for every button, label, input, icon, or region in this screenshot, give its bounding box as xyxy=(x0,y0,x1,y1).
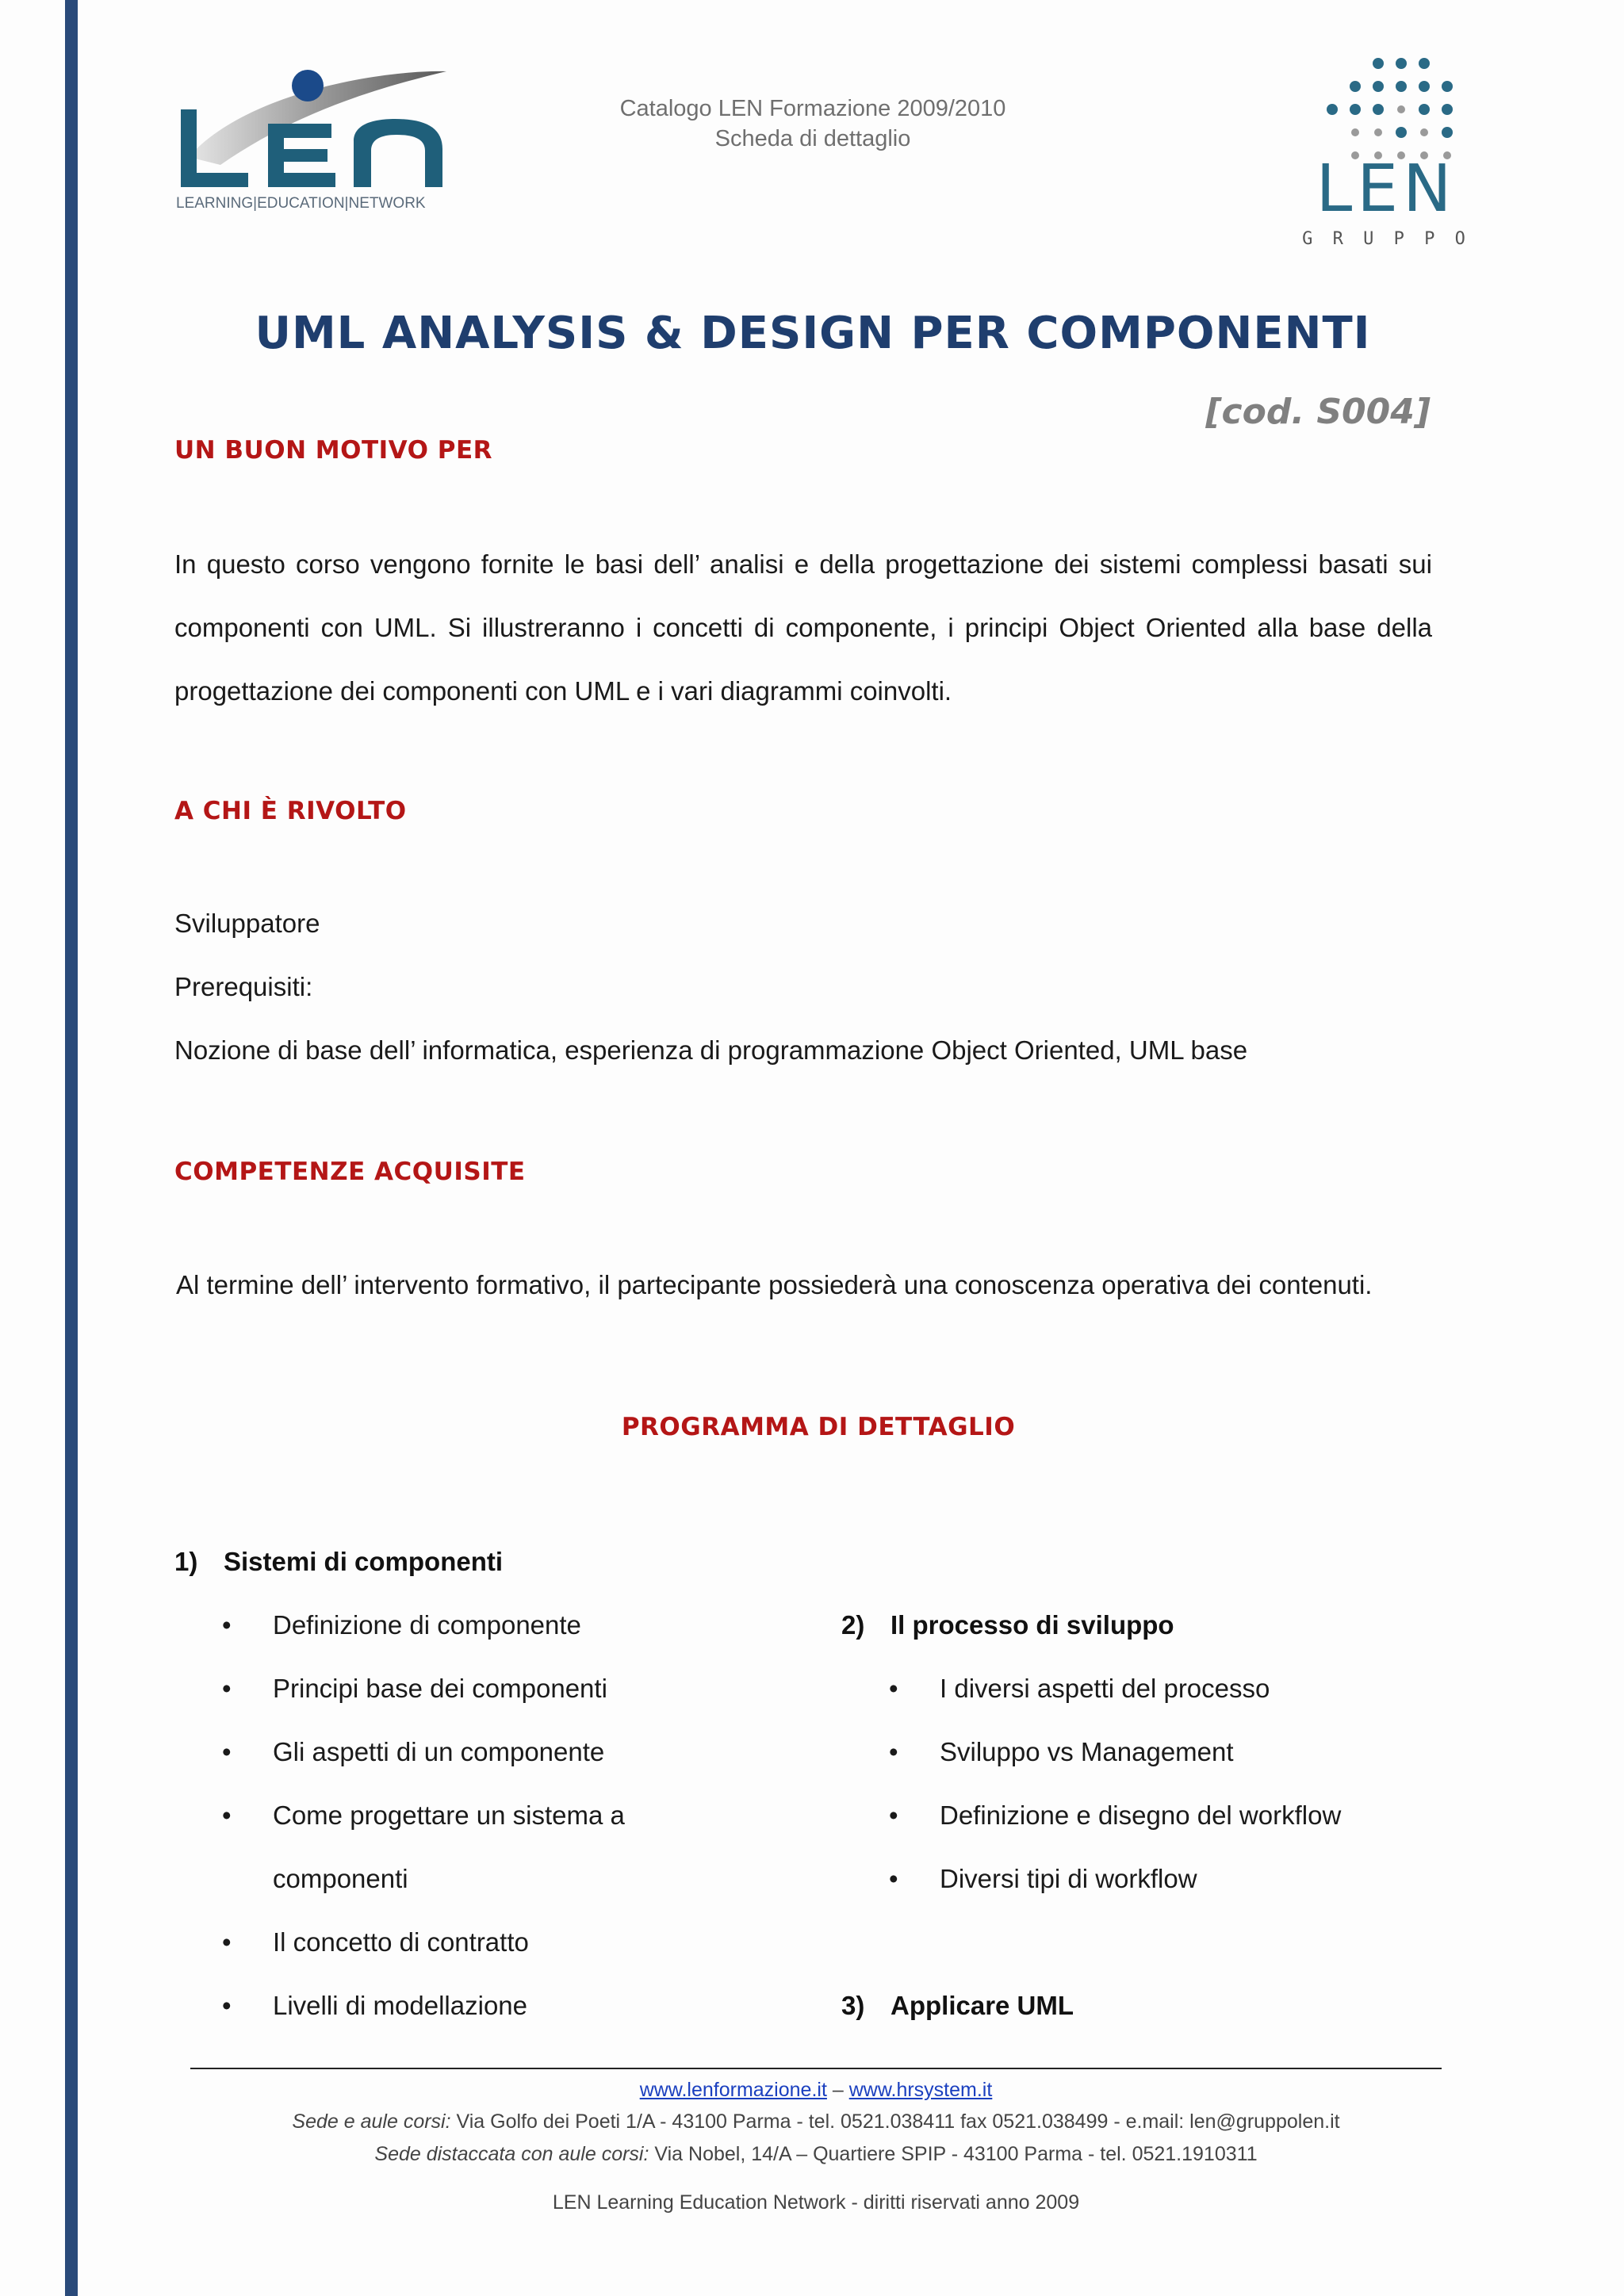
bullet-icon: • xyxy=(222,1610,232,1640)
bullet-icon: • xyxy=(222,1737,232,1766)
heading-programma: PROGRAMMA DI DETTAGLIO xyxy=(621,1413,1016,1441)
footer-copyright: LEN Learning Education Network - diritti riservati anno 2009 xyxy=(552,2191,1080,2214)
footer-link-separator: – xyxy=(832,2079,844,2101)
logo-dot xyxy=(1419,81,1430,92)
logo-dot xyxy=(1374,128,1382,136)
logo-dot xyxy=(1327,104,1338,115)
program-list-item: • Diversi tipi di workflow xyxy=(889,1864,1197,1893)
logo-dot xyxy=(1373,104,1384,115)
section-number: 2) xyxy=(841,1610,865,1640)
footer-sede-text: Via Golfo dei Poeti 1/A - 43100 Parma - tel. 0521.038411 fax 0521.038499 - e.mail: len@gruppolen.it xyxy=(450,2110,1340,2133)
logo-dot xyxy=(1396,58,1407,69)
footer-sede xyxy=(190,2110,1442,2133)
section-number: 3) xyxy=(841,1991,865,2020)
motivo-paragraph: In questo corso vengono fornite le basi dell’ analisi e della progettazione dei sistemi complessi basati sui componenti con UML. Si illustreranno i concetti di componente, i principi Object Oriented alla base della progettazione dei componenti con UML e i vari diagrammi coinvolti. xyxy=(174,549,1432,706)
footer-divider xyxy=(190,2068,1442,2069)
competenze-text: Al termine dell’ intervento formativo, il partecipante possiederà una conoscenza operativa dei contenuti. xyxy=(176,1270,1373,1299)
catalog-caption xyxy=(555,94,1071,154)
bullet-icon: • xyxy=(222,1991,232,2020)
len-gruppo-logo xyxy=(1294,52,1478,258)
logo-dot xyxy=(1350,81,1361,92)
logo-dot xyxy=(1397,105,1405,113)
course-code: [cod. S004] xyxy=(1205,392,1431,432)
footer-distaccata-text: Via Nobel, 14/A – Quartiere SPIP - 43100 Parma - tel. 0521.1910311 xyxy=(649,2143,1258,2165)
catalog-line-2: Scheda di dettaglio xyxy=(714,126,911,151)
program-list-item: • Livelli di modellazione xyxy=(222,1991,528,2020)
logo-dot xyxy=(1350,104,1361,115)
footer-link-hrsystem[interactable]: www.hrsystem.it xyxy=(848,2079,993,2101)
footer-links xyxy=(190,2079,1442,2102)
logo-dot xyxy=(1373,58,1384,69)
len-logo-text: LEARNING|EDUCATION|NETWORK xyxy=(176,195,426,212)
program-list-item: • Principi base dei componenti xyxy=(222,1674,607,1703)
program-list-item: • Gli aspetti di un componente xyxy=(222,1737,605,1766)
course-title: UML ANALYSIS & DESIGN PER COMPONENTI xyxy=(255,308,1371,359)
logo-dot xyxy=(1351,128,1359,136)
catalog-line-1: Catalogo LEN Formazione 2009/2010 xyxy=(619,96,1006,121)
footer-distaccata xyxy=(190,2143,1442,2166)
program-list-item: • Sviluppo vs Management xyxy=(889,1737,1234,1766)
bullet-icon: • xyxy=(222,1674,232,1703)
bullet-icon: • xyxy=(889,1737,898,1766)
section-number: 1) xyxy=(174,1547,198,1576)
section-title: Applicare UML xyxy=(891,1991,1074,2020)
heading-competenze: COMPETENZE ACQUISITE xyxy=(174,1158,526,1186)
len-gruppo-word: LEN xyxy=(1316,151,1457,227)
program-section-2-title xyxy=(841,1610,1174,1640)
footer-sede-label: Sede e aule corsi: xyxy=(292,2110,451,2133)
logo-dot xyxy=(1373,81,1384,92)
section-title: Il processo di sviluppo xyxy=(891,1610,1174,1640)
program-section-3-title xyxy=(841,1991,1074,2021)
bullet-icon: • xyxy=(222,1800,232,1830)
left-margin-bar xyxy=(65,0,78,2296)
section-title: Sistemi di componenti xyxy=(224,1547,504,1576)
logo-dot xyxy=(1396,127,1407,138)
footer-distaccata-label: Sede distaccata con aule corsi: xyxy=(374,2143,649,2165)
rivolto-prerequisiti-text: Nozione di base dell’ informatica, esperienza di programmazione Object Oriented, UML base xyxy=(174,1035,1248,1065)
logo-dot xyxy=(1442,81,1453,92)
logo-dot xyxy=(1442,104,1453,115)
program-section-1-title xyxy=(174,1547,503,1577)
logo-dot xyxy=(1419,104,1430,115)
heading-motivo: UN BUON MOTIVO PER xyxy=(174,436,493,465)
program-list-item: • I diversi aspetti del processo xyxy=(889,1674,1270,1703)
len-gruppo-sub: G R U P P O xyxy=(1302,229,1470,249)
bullet-icon: • xyxy=(889,1864,898,1893)
program-list-item: • Come progettare un sistema a xyxy=(222,1800,625,1830)
logo-dot xyxy=(1396,81,1407,92)
footer-link-lenformazione[interactable]: www.lenformazione.it xyxy=(639,2079,827,2101)
program-list-item: • Il concetto di contratto xyxy=(222,1927,529,1957)
program-list-item: • Definizione di componente xyxy=(222,1610,581,1640)
logo-dot xyxy=(1420,128,1428,136)
program-list-item: • Definizione e disegno del workflow xyxy=(889,1800,1342,1830)
heading-rivolto: A CHI È RIVOLTO xyxy=(174,797,407,825)
logo-dot xyxy=(1442,127,1453,138)
len-logo xyxy=(173,62,458,220)
program-list-item-continuation: componenti xyxy=(273,1864,408,1893)
logo-dot xyxy=(1419,58,1430,69)
bullet-icon: • xyxy=(222,1927,232,1957)
rivolto-target: Sviluppatore xyxy=(174,909,320,938)
bullet-icon: • xyxy=(889,1800,898,1830)
rivolto-prerequisiti-label: Prerequisiti: xyxy=(174,972,313,1001)
bullet-icon: • xyxy=(889,1674,898,1703)
